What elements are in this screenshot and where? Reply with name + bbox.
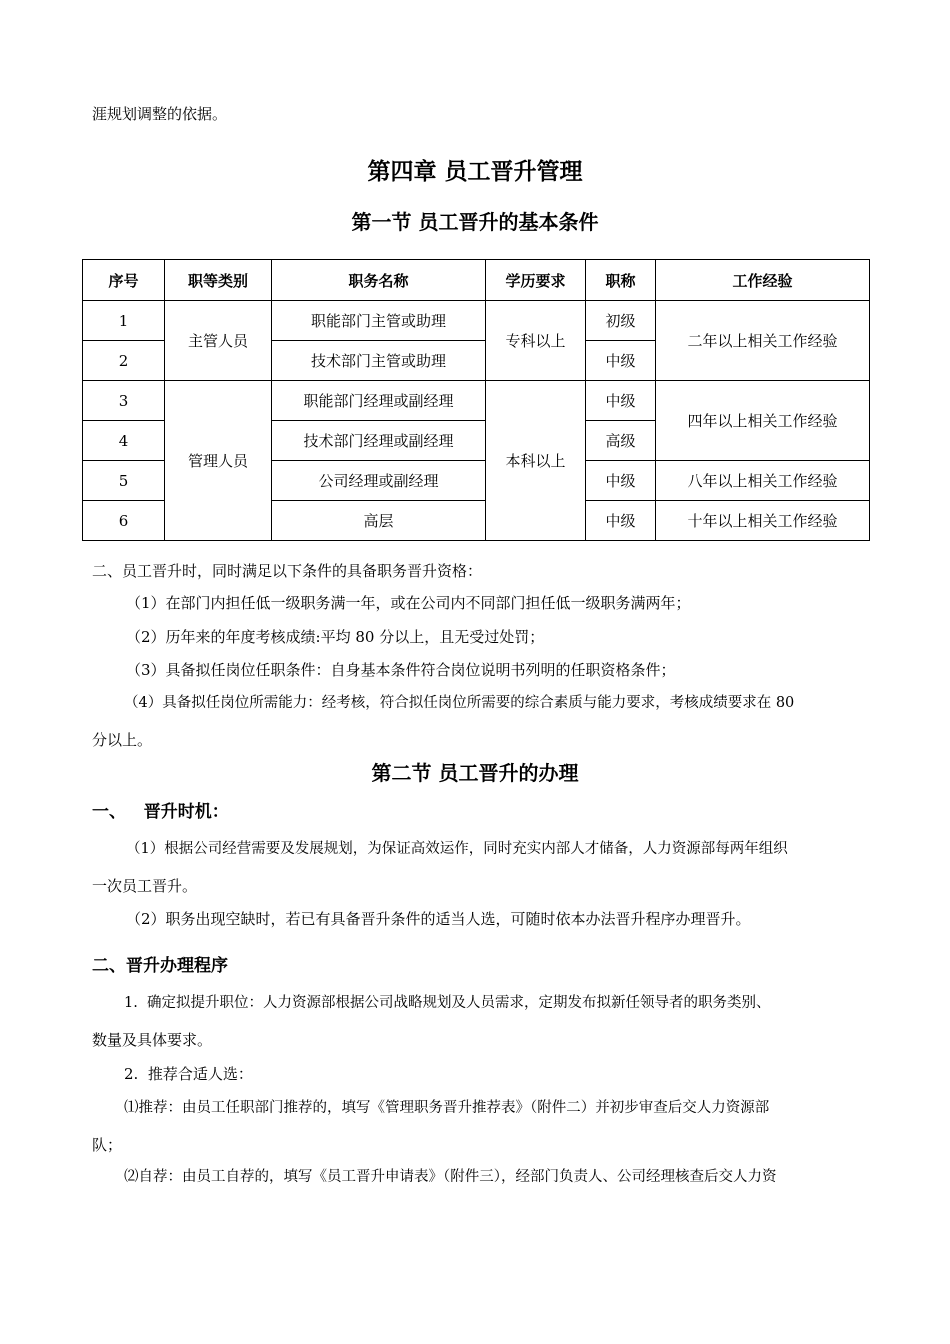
condition-1: （1）在部门内担任低一级职务满一年，或在公司内不同部门担任低一级职务满两年； (126, 594, 691, 612)
title-level: 中级 (586, 501, 656, 541)
condition-2: （2）历年来的年度考核成绩:平均 80 分以上，且无受过处罚； (126, 628, 545, 646)
promotion-conditions-table (82, 259, 870, 541)
section1-title: 第一节 员工晋升的基本条件 (351, 210, 599, 234)
section2-title: 第二节 员工晋升的办理 (371, 761, 579, 785)
row-number: 2 (83, 341, 165, 381)
timing-1-line1: （1）根据公司经营需要及发展规划，为保证高效运作，同时充实内部人才储备，人力资源部每两年组织 (126, 841, 788, 857)
experience-cell: 四年以上相关工作经验 (656, 381, 870, 461)
header-cell: 工作经验 (656, 260, 870, 301)
timing-2: （2）职务出现空缺时，若已有具备晋升条件的适当人选，可随时依本办法晋升程序办理晋升。 (126, 910, 751, 928)
procedure-step-1-line1: 1. 确定拟提升职位：人力资源部根据公司战略规划及人员需求，定期发布拟新任领导者的职务类别、 (124, 995, 771, 1011)
header-cell: 序号 (83, 260, 165, 301)
procedure-step-1-line2: 数量及具体要求。 (92, 1031, 213, 1049)
header-cell: 职等类别 (165, 260, 272, 301)
education-cell: 专科以上 (486, 301, 586, 381)
position-name: 职能部门主管或助理 (272, 301, 486, 341)
table-row (83, 301, 870, 341)
title-level: 初级 (586, 301, 656, 341)
experience-cell: 八年以上相关工作经验 (656, 461, 870, 501)
table-row (83, 381, 870, 421)
position-name: 技术部门经理或副经理 (272, 421, 486, 461)
procedure-step-2a-line2: 队； (92, 1136, 123, 1154)
experience-cell: 二年以上相关工作经验 (656, 301, 870, 381)
intro-tail-text: 涯规划调整的依据。 (92, 105, 228, 123)
position-name: 技术部门主管或助理 (272, 341, 486, 381)
title-level: 高级 (586, 421, 656, 461)
position-name: 公司经理或副经理 (272, 461, 486, 501)
row-number: 1 (83, 301, 165, 341)
row-number: 3 (83, 381, 165, 421)
procedure-step-2a-line1: ⑴推荐：由员工任职部门推荐的，填写《管理职务晋升推荐表》（附件二）并初步审查后交人力资源部 (124, 1100, 770, 1116)
conditions-intro: 二、员工晋升时，同时满足以下条件的具备职务晋升资格： (92, 562, 483, 580)
header-cell: 学历要求 (486, 260, 586, 301)
title-level: 中级 (586, 341, 656, 381)
condition-3: （3）具备拟任岗位任职条件：自身基本条件符合岗位说明书列明的任职资格条件； (126, 661, 676, 679)
condition-4-line1: （4）具备拟任岗位所需能力：经考核，符合拟任岗位所需要的综合素质与能力要求，考核成绩要求在 80 (124, 695, 795, 711)
timing-1-line2: 一次员工晋升。 (92, 877, 198, 895)
experience-cell: 十年以上相关工作经验 (656, 501, 870, 541)
chapter-title: 第四章 员工晋升管理 (367, 158, 583, 185)
header-cell: 职务名称 (272, 260, 486, 301)
category-cell: 主管人员 (165, 301, 272, 381)
condition-4-line2: 分以上。 (92, 731, 153, 749)
procedure-step-2b-line1: ⑵自荐：由员工自荐的，填写《员工晋升申请表》（附件三），经部门负责人、公司经理核查后交人力资 (124, 1169, 777, 1185)
title-level: 中级 (586, 461, 656, 501)
procedure-heading: 二、晋升办理程序 (92, 956, 228, 976)
row-number: 4 (83, 421, 165, 461)
table-header-row (83, 260, 870, 301)
position-name: 职能部门经理或副经理 (272, 381, 486, 421)
position-name: 高层 (272, 501, 486, 541)
procedure-step-2: 2. 推荐合适人选： (124, 1065, 253, 1083)
category-cell: 管理人员 (165, 381, 272, 541)
row-number: 5 (83, 461, 165, 501)
timing-heading: 一、 晋升时机： (92, 802, 229, 822)
title-level: 中级 (586, 381, 656, 421)
education-cell: 本科以上 (486, 381, 586, 541)
header-cell: 职称 (586, 260, 656, 301)
row-number: 6 (83, 501, 165, 541)
